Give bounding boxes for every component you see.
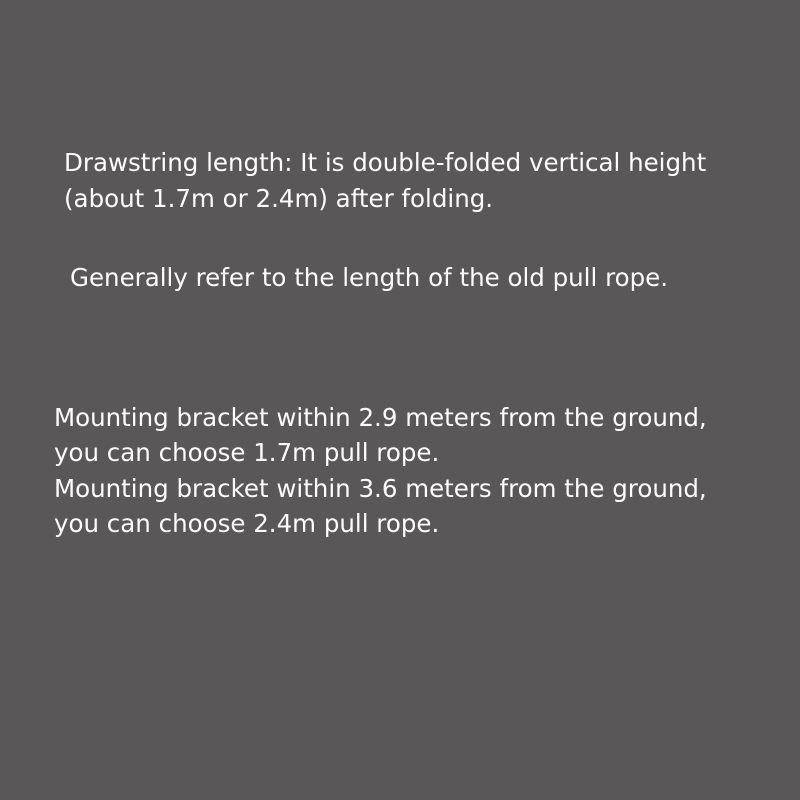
drawstring-length-text-line1: Drawstring length: It is double-folded vertical height [64, 148, 707, 177]
mounting-text-line1: Mounting bracket within 2.9 meters from the ground, [54, 403, 707, 432]
mounting-text-line4: you can choose 2.4m pull rope. [54, 509, 440, 538]
general-note-text: Generally refer to the length of the old pull rope. [70, 263, 669, 292]
mounting-text-line3: Mounting bracket within 3.6 meters from the ground, [54, 474, 707, 503]
mounting-text-line2: you can choose 1.7m pull rope. [54, 438, 440, 467]
drawstring-length-text-line2: (about 1.7m or 2.4m) after folding. [64, 184, 494, 213]
